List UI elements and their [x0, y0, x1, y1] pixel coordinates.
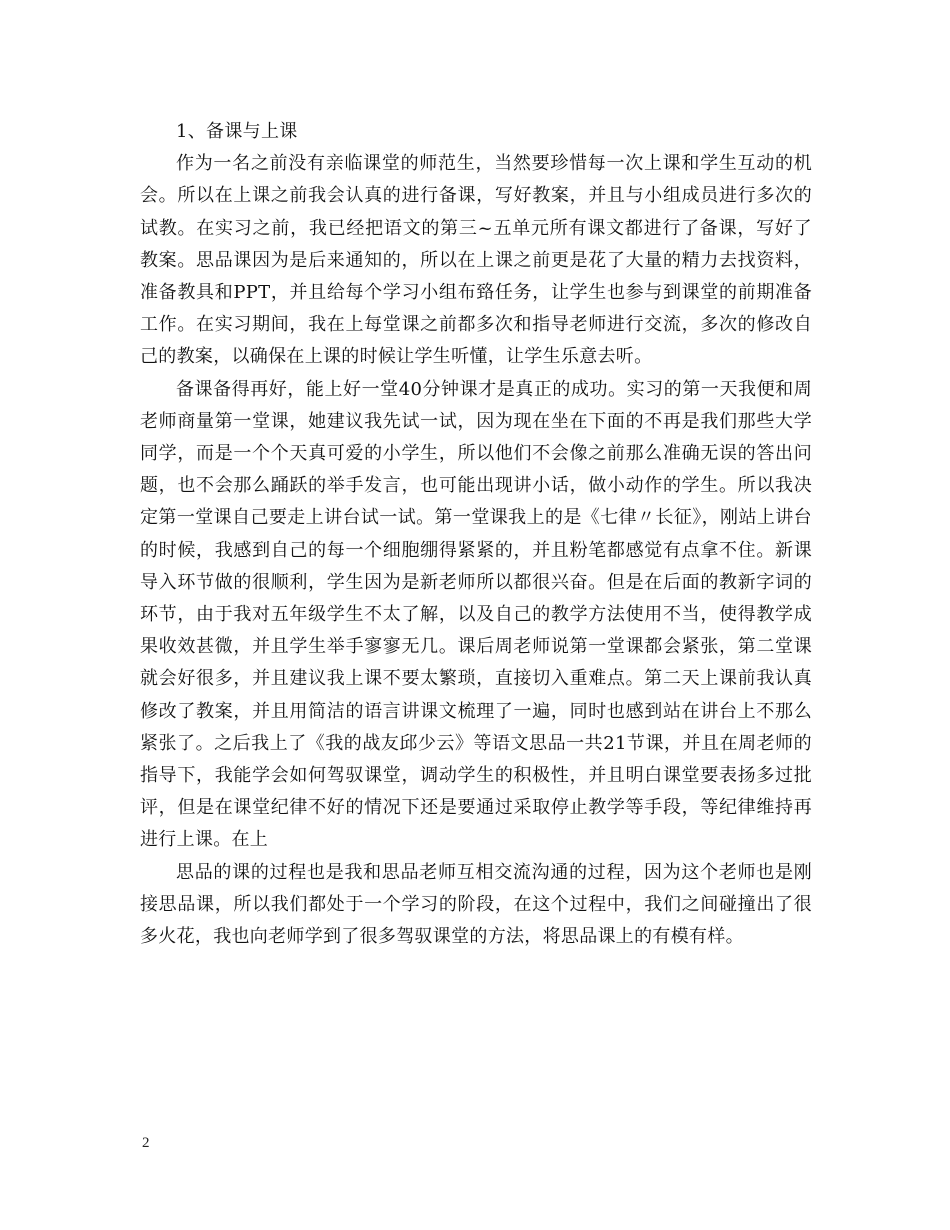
- page-number: 2: [142, 1135, 150, 1151]
- paragraph-preparation: 作为一名之前没有亲临课堂的师范生，当然要珍惜每一次上课和学生互动的机会。所以在上课之前我会认真的进行备课，写好教案，并且与小组成员进行多次的试教。在实习之前，我已经把语文的第三~五单元所有课文都进行了备课，写好了教案。思品课因为是后来通知的，所以在上课之前更是花了大量的精力去找资料，准备教具和PPT，并且给每个学习小组布臵任务，让学生也参与到课堂的前期准备工作。在实习期间，我在上每堂课之前都多次和指导老师进行交流，多次的修改自己的教案，以确保在上课的时候让学生听懂，让学生乐意去听。: [140, 153, 812, 368]
- section-heading: 1、备课与上课: [176, 121, 298, 142]
- paragraph-first-lesson: 备课备得再好，能上好一堂40分钟课才是真正的成功。实习的第一天我便和周老师商量第一堂课，她建议我先试一试，因为现在坐在下面的不再是我们那些大学同学，而是一个个天真可爱的小学生，所以他们不会像之前那么准确无误的答出问题，也不会那么踊跃的举手发言，也可能出现讲小话，做小动作的学生。所以我决定第一堂课自己要走上讲台试一试。第一堂课我上的是《七律〃长征》，刚站上讲台的时候，我感到自己的每一个细胞绷得紧紧的，并且粉笔都感觉有点拿不住。新课导入环节做的很顺利，学生因为是新老师所以都很兴奋。但是在后面的教新字词的环节，由于我对五年级学生不太了解，以及自己的教学方法使用不当，使得教学成果收效甚微，并且学生举手寥寥无几。课后周老师说第一堂课都会紧张，第二堂课就会好很多，并且建议我上课不要太繁琐，直接切入重难点。第二天上课前我认真修改了教案，并且用简洁的语言讲课文梳理了一遍，同时也感到站在讲台上不那么紧张了。之后我上了《我的战友邱少云》等语文思品一共21节课，并且在周老师的指导下，我能学会如何驾驭课堂，调动学生的积极性，并且明白课堂要表扬多过批评，但是在课堂纪律不好的情况下还是要通过采取停止教学等手段，等纪律维持再进行上课。在上: [140, 378, 812, 851]
- body-text: [140, 116, 812, 953]
- paragraph-moral-class: 思品的课的过程也是我和思品老师互相交流沟通的过程，因为这个老师也是刚接思品课，所以我们都处于一个学习的阶段，在这个过程中，我们之间碰撞出了很多火花，我也向老师学到了很多驾驭课堂的方法，将思品课上的有模有样。: [140, 861, 812, 948]
